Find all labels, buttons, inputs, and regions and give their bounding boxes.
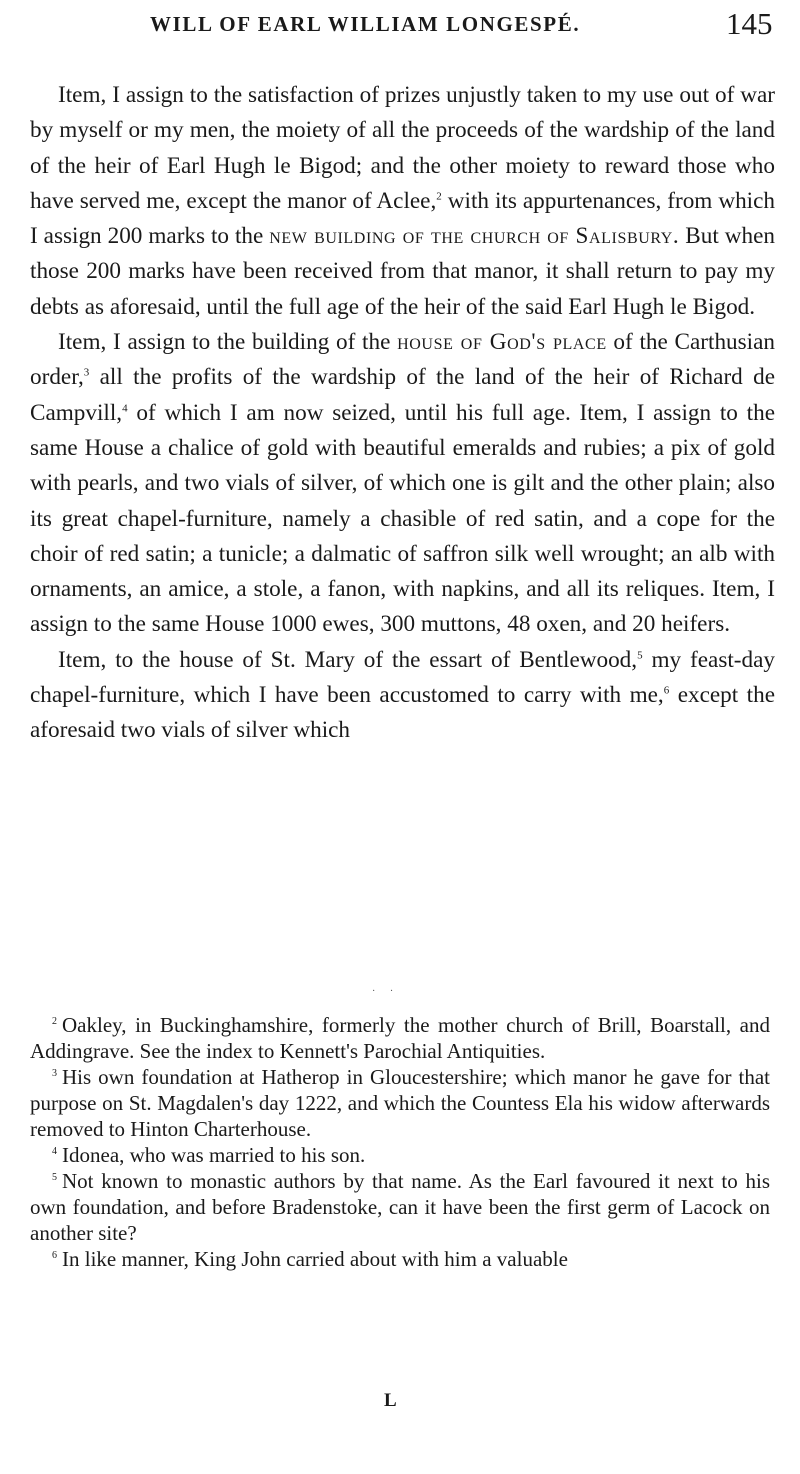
footnote-mark: 4	[52, 1146, 57, 1157]
footnote-mark: 6	[52, 1250, 57, 1261]
text-run: except the aforesaid two vials of silver which	[30, 682, 775, 744]
footnote-ref-2: 2	[436, 190, 442, 203]
text-run: But when those 200 marks have been received from that manor, it shall return to pay my debts as aforesaid, until the full age of the heir of the said Earl Hugh le Bigod.	[30, 223, 775, 320]
small-caps-run: new building of the church of Salisbury.	[269, 223, 680, 250]
footnote-2	[30, 1012, 770, 1064]
text-run: Item, I assign to the building of the	[58, 329, 398, 356]
footnote-text: In like manner, King John carried about with him a valuable	[62, 1247, 568, 1271]
text-run: Item, I assign to the satisfaction of prizes unjustly taken to my use out of war by myself or my men, the moiety of all the proceeds of the wardship of the land of the heir of Earl Hugh le Bigod; and the other moiety to reward those who have served me, except the manor of Aclee,	[30, 82, 775, 214]
footnote-6	[30, 1246, 770, 1272]
page-number: 145	[726, 6, 773, 41]
footnote-mark: 3	[52, 1068, 57, 1079]
footnote-text: Oakley, in Buckinghamshire, formerly the mother church of Brill, Boarstall, and Addingrave. See the index to Kennett's Parochial Antiquities.	[30, 1013, 770, 1063]
footnote-text: Not known to monastic authors by that name. As the Earl favoured it next to his own foundation, and before Bradenstoke, can it have been the first germ of Lacock on another site?	[30, 1169, 770, 1245]
text-run: my feast-day chapel-furniture, which I have been accustomed to carry with me,	[30, 646, 775, 709]
main-text	[30, 78, 775, 749]
print-specks: · ·	[372, 986, 400, 997]
paragraph-1	[30, 78, 775, 325]
footnote-3	[30, 1064, 770, 1142]
footnote-mark: 5	[52, 1172, 57, 1183]
footnote-5	[30, 1168, 770, 1246]
footnote-mark: 2	[52, 1016, 57, 1027]
footnote-ref-4: 4	[122, 401, 128, 414]
footnote-ref-5: 5	[637, 649, 643, 662]
text-run: with its appurtenances, from which I assign 200 marks to the	[30, 187, 775, 250]
text-run: of which I am now seized, until his full age. Item, I assign to the same House a chalice of gold with beautiful emeralds and rubies; a pix of gold with pearls, and two vials of silver, of which one is gilt and the other plain; also its great chapel-furniture, namely a chasible of red satin, and a cope for the choir of red satin; a tunicle; a dalmatic of saffron silk well wrought; an alb with ornaments, an amice, a stole, a fanon, with napkins, and all its reliques. Item, I assign to the same House 1000 ewes, 300 muttons, 48 oxen, and 20 heifers.	[30, 399, 775, 638]
paragraph-3	[30, 643, 775, 749]
text-run: of the Carthusian order,	[30, 329, 775, 391]
footnote-text: Idonea, who was married to his son.	[62, 1143, 366, 1167]
footnote-4	[30, 1142, 770, 1168]
text-run: all the profits of the wardship of the land of the heir of Richard de Campvill,	[30, 364, 775, 426]
paragraph-2	[30, 325, 775, 643]
page-header	[0, 6, 800, 46]
footnotes	[30, 1012, 770, 1272]
signature-mark: L	[384, 1390, 397, 1411]
small-caps-run: house of God's place	[397, 329, 607, 356]
footnote-text: His own foundation at Hatherop in Gloucestershire; which manor he gave for that purpose on St. Magdalen's day 1222, and which the Countess Ela his widow afterwards removed to Hinton Charterhouse.	[30, 1065, 770, 1141]
footnote-ref-6: 6	[663, 684, 670, 697]
text-run: Item, to the house of St. Mary of the essart of Bentlewood,	[58, 646, 638, 673]
footnote-ref-3: 3	[83, 366, 90, 379]
running-title: WILL OF EARL WILLIAM LONGESPÉ.	[150, 12, 581, 36]
